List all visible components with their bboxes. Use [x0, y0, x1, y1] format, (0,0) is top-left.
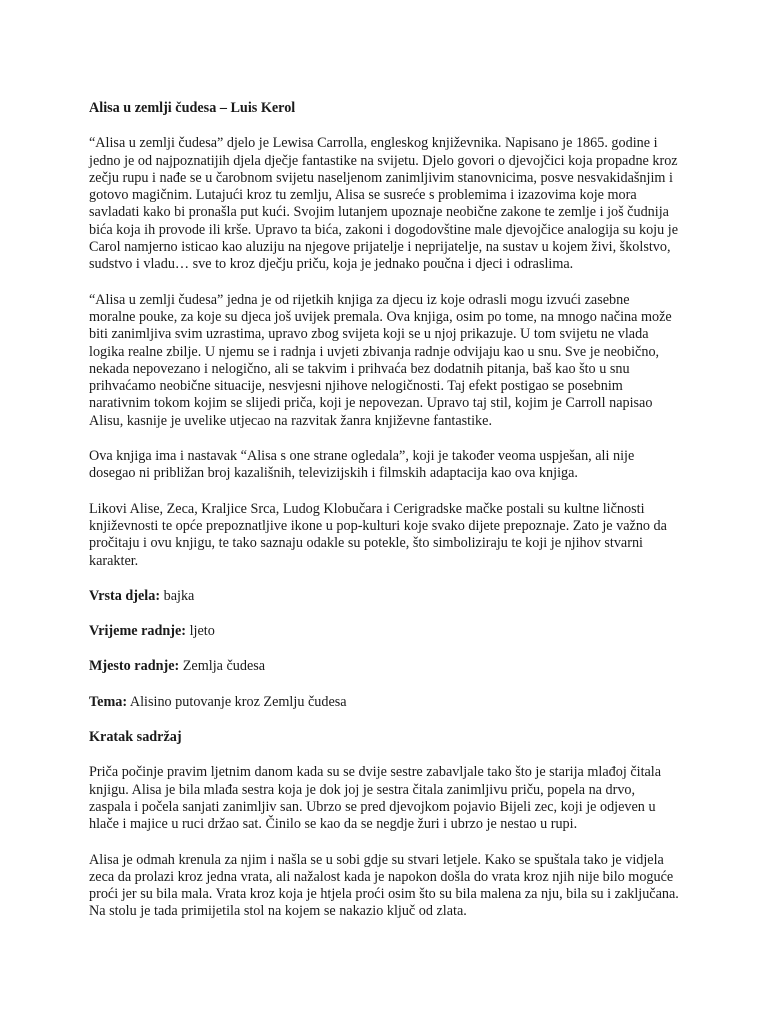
meta-genre: [89, 588, 679, 605]
meta-place-value: Zemlja čudesa: [182, 658, 266, 675]
meta-place: [89, 658, 679, 675]
meta-theme: [89, 694, 679, 711]
paragraph-intro: “Alisa u zemlji čudesa” djelo je Lewisa Carrolla, engleskog književnika. Napisano je 1865. godine i jedno je od najpoznatijih djela dječje fantastike na svijetu. Djelo govori o djevojčici koja propadne kroz zečju rupu i nađe se u čarobnom svijetu naseljenom zanimljivim stanovnicima, posve nesvakidašnjim i gotovo magičnim. Lutajući kroz tu zemlju, Alisa se susreće s problemima i izazovima koje mora savladati kako bi pronašla put kući. Svojim lutanjem upoznaje neobične zakone te zemlje i još čudnija bića koja ih provode ili krše. Upravo ta bića, zakoni i dogodovštine male djevojčice analogija su koju je Carol namjerno isticao kao aluziju na njegove prijatelje i neprijatelje, na sustav u kojem živi, školstvo, sudstvo i vladu… sve to kroz dječju priču, koja je jednako poučna i djeci i odraslima.: [89, 135, 679, 273]
document-title: Alisa u zemlji čudesa – Luis Kerol: [89, 100, 296, 116]
paragraph-characters: Likovi Alise, Zeca, Kraljice Srca, Ludog Klobučara i Cerigradske mačke postali su kultne ličnosti književnosti te opće prepoznatljive ikone u pop-kulturi koje svako dijete prepoznaje. Zato je važno da pročitaju i ovu knjigu, te tako saznaju odakle su potekle, što simboliziraju te koji je njihov stvarni karakter.: [89, 500, 667, 569]
meta-place-label: Mjesto radnje:: [89, 658, 180, 675]
meta-time-label: Vrijeme radnje:: [89, 623, 187, 640]
meta-genre-label: Vrsta djela:: [89, 587, 161, 604]
summary-paragraph: Alisa je odmah krenula za njim i našla se u sobi gdje su stvari letjele. Kako se spuštala tako je vidjela zeca da prolazi kroz jedna vrata, ali nažalost kada je napokon došla do vrata kroz njih nije bilo moguće proći jer su bila mala. Vrata kroz koja je htjela proći osim što su bila malena za nju, bila su i zaključana. Na stolu je tada primijetila stol na kojem se nakazio ključ od zlata.: [89, 851, 679, 920]
meta-theme-label: Tema:: [89, 693, 128, 710]
meta-time: [89, 623, 679, 640]
document-page: [89, 100, 679, 939]
paragraph-sequel: Ova knjiga ima i nastavak “Alisa s one strane ogledala”, koji je također veoma uspješan, ali nije dosegao ni približan broj kazališnih, televizijskih i filmskih adaptacija kao ova knjiga.: [89, 448, 635, 482]
summary-heading: Kratak sadržaj: [89, 729, 182, 746]
paragraph-morals: “Alisa u zemlji čudesa” jedna je od rijetkih knjiga za djecu iz koje odrasli mogu izvući zasebne moralne pouke, za koje su djeca još uvijek premala. Ova knjiga, osim po tome, na mnogo načina može biti zanimljiva svim uzrastima, upravo zbog svijeta koji se u njoj prikazuje. U tom svijetu ne vlada logika realne zbilje. U njemu se i radnja i uvjeti zbivanja radnje odvijaju kao u snu. Sve je neobično, nekada nepovezano i nelogično, ali se takvim i prihvaća bez dodatnih pitanja, baš kao što u snu prihvaćamo neobične situacije, nesvjesni njihove nelogičnosti. Taj efekt postigao se posebnim narativnim tokom kojim se slijedi priča, koji je nepovezan. Upravo taj stil, kojim je Carroll napisao Alisu, kasnije je uvelike utjecao na razvitak žanra književne fantastike.: [89, 291, 672, 429]
meta-genre-value: bajka: [163, 587, 195, 604]
meta-theme-value: Alisino putovanje kroz Zemlju čudesa: [129, 693, 347, 710]
meta-time-value: ljeto: [189, 623, 215, 640]
summary-paragraph: Priča počinje pravim ljetnim danom kada su se dvije sestre zabavljale tako što je starija mlađoj čitala knjigu. Alisa je bila mlađa sestra koja je dok joj je sestra čitala zanimljivu priču, popela na drvo, zaspala i počela sanjati zanimljiv san. Ubrzo se pred djevojkom pojavio Bijeli zec, koji je odjeven u hlače i majice u ruci držao sat. Činilo se kao da se negdje žuri i ubrzo je nestao u rupi.: [89, 764, 662, 833]
